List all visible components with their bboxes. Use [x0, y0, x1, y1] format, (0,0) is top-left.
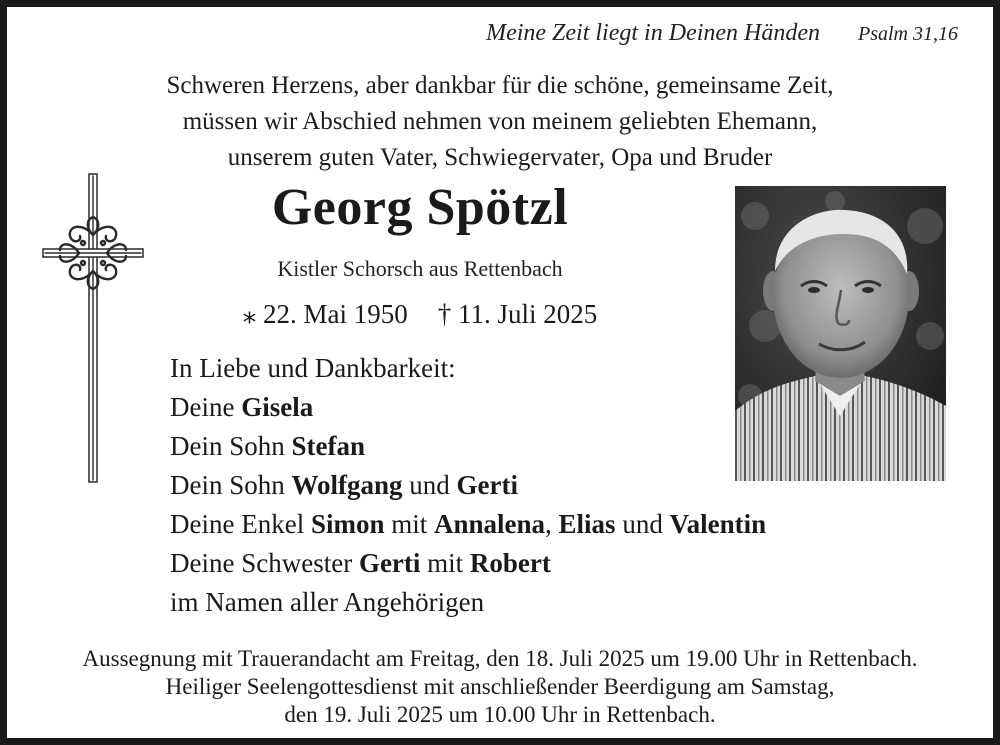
mourner-relation: Deine: [170, 392, 242, 422]
mourner-name: Simon: [310, 509, 385, 539]
mourner-name: Gerti: [358, 548, 421, 578]
mourner-name: Valentin: [669, 509, 767, 539]
service-line: den 19. Juli 2025 um 10.00 Uhr in Rettenbach.: [284, 702, 716, 727]
mourner-relation: und: [402, 470, 457, 500]
intro-line: unserem guten Vater, Schwiegervater, Opa und Bruder: [227, 144, 773, 171]
mourner-relation: mit: [384, 509, 434, 539]
mourner-relation: Deine Schwester: [170, 548, 359, 578]
deceased-nickname: Kistler Schorsch aus Rettenbach: [277, 256, 563, 281]
mourner-relation: mit: [420, 548, 470, 578]
mourner-name: Annalena: [434, 509, 546, 539]
birth-date: ⁎ 22. Mai 1950: [242, 299, 408, 329]
service-line: Heiliger Seelengottesdienst mit anschließender Beerdigung am Samstag,: [165, 674, 835, 699]
service-line: Aussegnung mit Trauerandacht am Freitag, den 18. Juli 2025 um 19.00 Uhr in Rettenbach.: [82, 646, 918, 671]
death-date: † 11. Juli 2025: [437, 299, 598, 329]
mourner-relation: Dein Sohn: [170, 470, 292, 500]
mourner-name: Elias: [558, 509, 616, 539]
mourner-name: Wolfgang: [291, 470, 403, 500]
mourner-relation: ,: [545, 509, 559, 539]
intro-line: Schweren Herzens, aber dankbar für die schöne, gemeinsame Zeit,: [166, 72, 834, 99]
mourner-name: Gisela: [241, 392, 314, 422]
psalm-reference: Psalm 31,16: [858, 23, 958, 45]
mourner-name: Robert: [469, 548, 551, 578]
mourner-relation: Deine Enkel: [170, 509, 311, 539]
intro-line: müssen wir Abschied nehmen von meinem geliebten Ehemann,: [182, 108, 818, 135]
psalm-verse: Meine Zeit liegt in Deinen Händen: [486, 20, 820, 46]
deceased-name: Georg Spötzl: [271, 179, 569, 236]
mourner-relation: Dein Sohn: [170, 431, 292, 461]
mourner-name: Stefan: [291, 431, 365, 461]
mourner-name: Gerti: [456, 470, 518, 500]
mourners-heading: In Liebe und Dankbarkeit:: [170, 353, 456, 383]
mourner-relation: im Namen aller Angehörigen: [170, 587, 485, 617]
mourner-relation: und: [615, 509, 670, 539]
